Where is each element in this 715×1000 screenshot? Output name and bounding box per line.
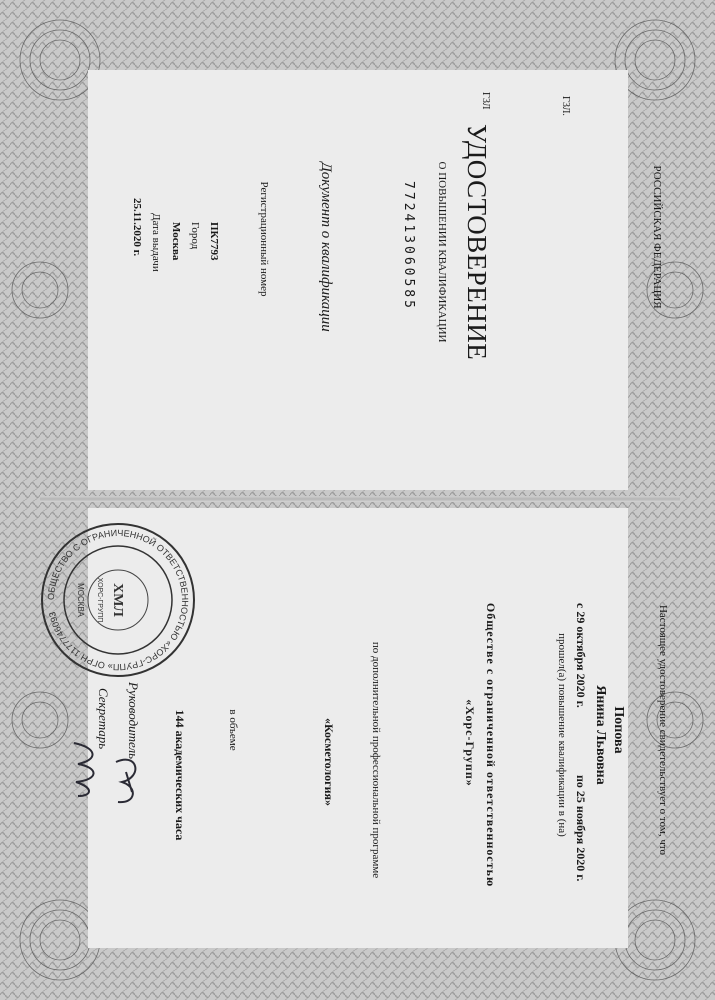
passed-training-text: прошел(а) повышение квалификации в (на) bbox=[556, 633, 568, 837]
director-signature bbox=[108, 752, 148, 812]
serial-number: 772413060585 bbox=[401, 181, 416, 311]
stamp-emblem: ХМЛ bbox=[110, 583, 125, 617]
organization-name: Обществе с ограниченной ответственностью bbox=[484, 602, 498, 888]
volume-label: в объеме bbox=[227, 709, 239, 751]
reg-number-value: ПК7793 bbox=[208, 222, 220, 261]
date-from: с 29 октября 2020 г. bbox=[574, 603, 588, 708]
page-title: УДОСТОВЕРЕНИЕ bbox=[462, 124, 492, 361]
left-page-panel bbox=[88, 70, 628, 490]
document-type: Документ о квалификации bbox=[318, 162, 334, 332]
page-subtitle: О ПОВЫШЕНИИ КВАЛИФИКАЦИИ bbox=[436, 161, 448, 343]
reg-number-label: Регистрационный номер bbox=[258, 181, 270, 297]
city-label: Город bbox=[189, 222, 201, 250]
fold-line bbox=[40, 496, 680, 502]
stamp-inner-text: ХОРС-ГРУПП bbox=[96, 577, 103, 623]
intro-text: Настоящее удостоверение свидетельствует о том, что bbox=[657, 604, 669, 856]
date-to: по 25 ноября 2020 г. bbox=[574, 775, 588, 882]
stamp-city: МОСКВА bbox=[76, 583, 85, 617]
stamp-outer-text: ОБЩЕСТВО С ОГРАНИЧЕННОЙ ОТВЕТСТВЕННОСТЬЮ «ХОРС-ГРУПП» ОГРН 1177746093 bbox=[45, 527, 191, 673]
program-name: «Косметология» bbox=[322, 717, 336, 807]
surname: Попова bbox=[611, 706, 626, 754]
organization-stamp bbox=[38, 520, 198, 680]
program-intro: по дополнительной профессиональной программе bbox=[370, 641, 382, 879]
given-names: Янина Львовна bbox=[593, 685, 608, 785]
city-value: Москва bbox=[170, 222, 182, 261]
issue-date-label: Дата выдачи bbox=[150, 213, 162, 272]
issue-date-value: 25.11.2020 г. bbox=[131, 198, 143, 257]
secretary-signature bbox=[64, 738, 104, 798]
volume-value: 144 академических часа bbox=[173, 709, 187, 841]
federation-label: РОССИЙСКАЯ ФЕДЕРАЦИЯ bbox=[651, 165, 663, 309]
corner-mark: ГЗЛ. bbox=[560, 96, 571, 116]
title-prefix: ГЗЛ bbox=[480, 92, 491, 110]
secretary-label: Секретарь bbox=[96, 688, 111, 750]
director-label: Руководитель bbox=[126, 682, 141, 760]
organization-brand: «Хорс-Групп» bbox=[463, 699, 477, 787]
